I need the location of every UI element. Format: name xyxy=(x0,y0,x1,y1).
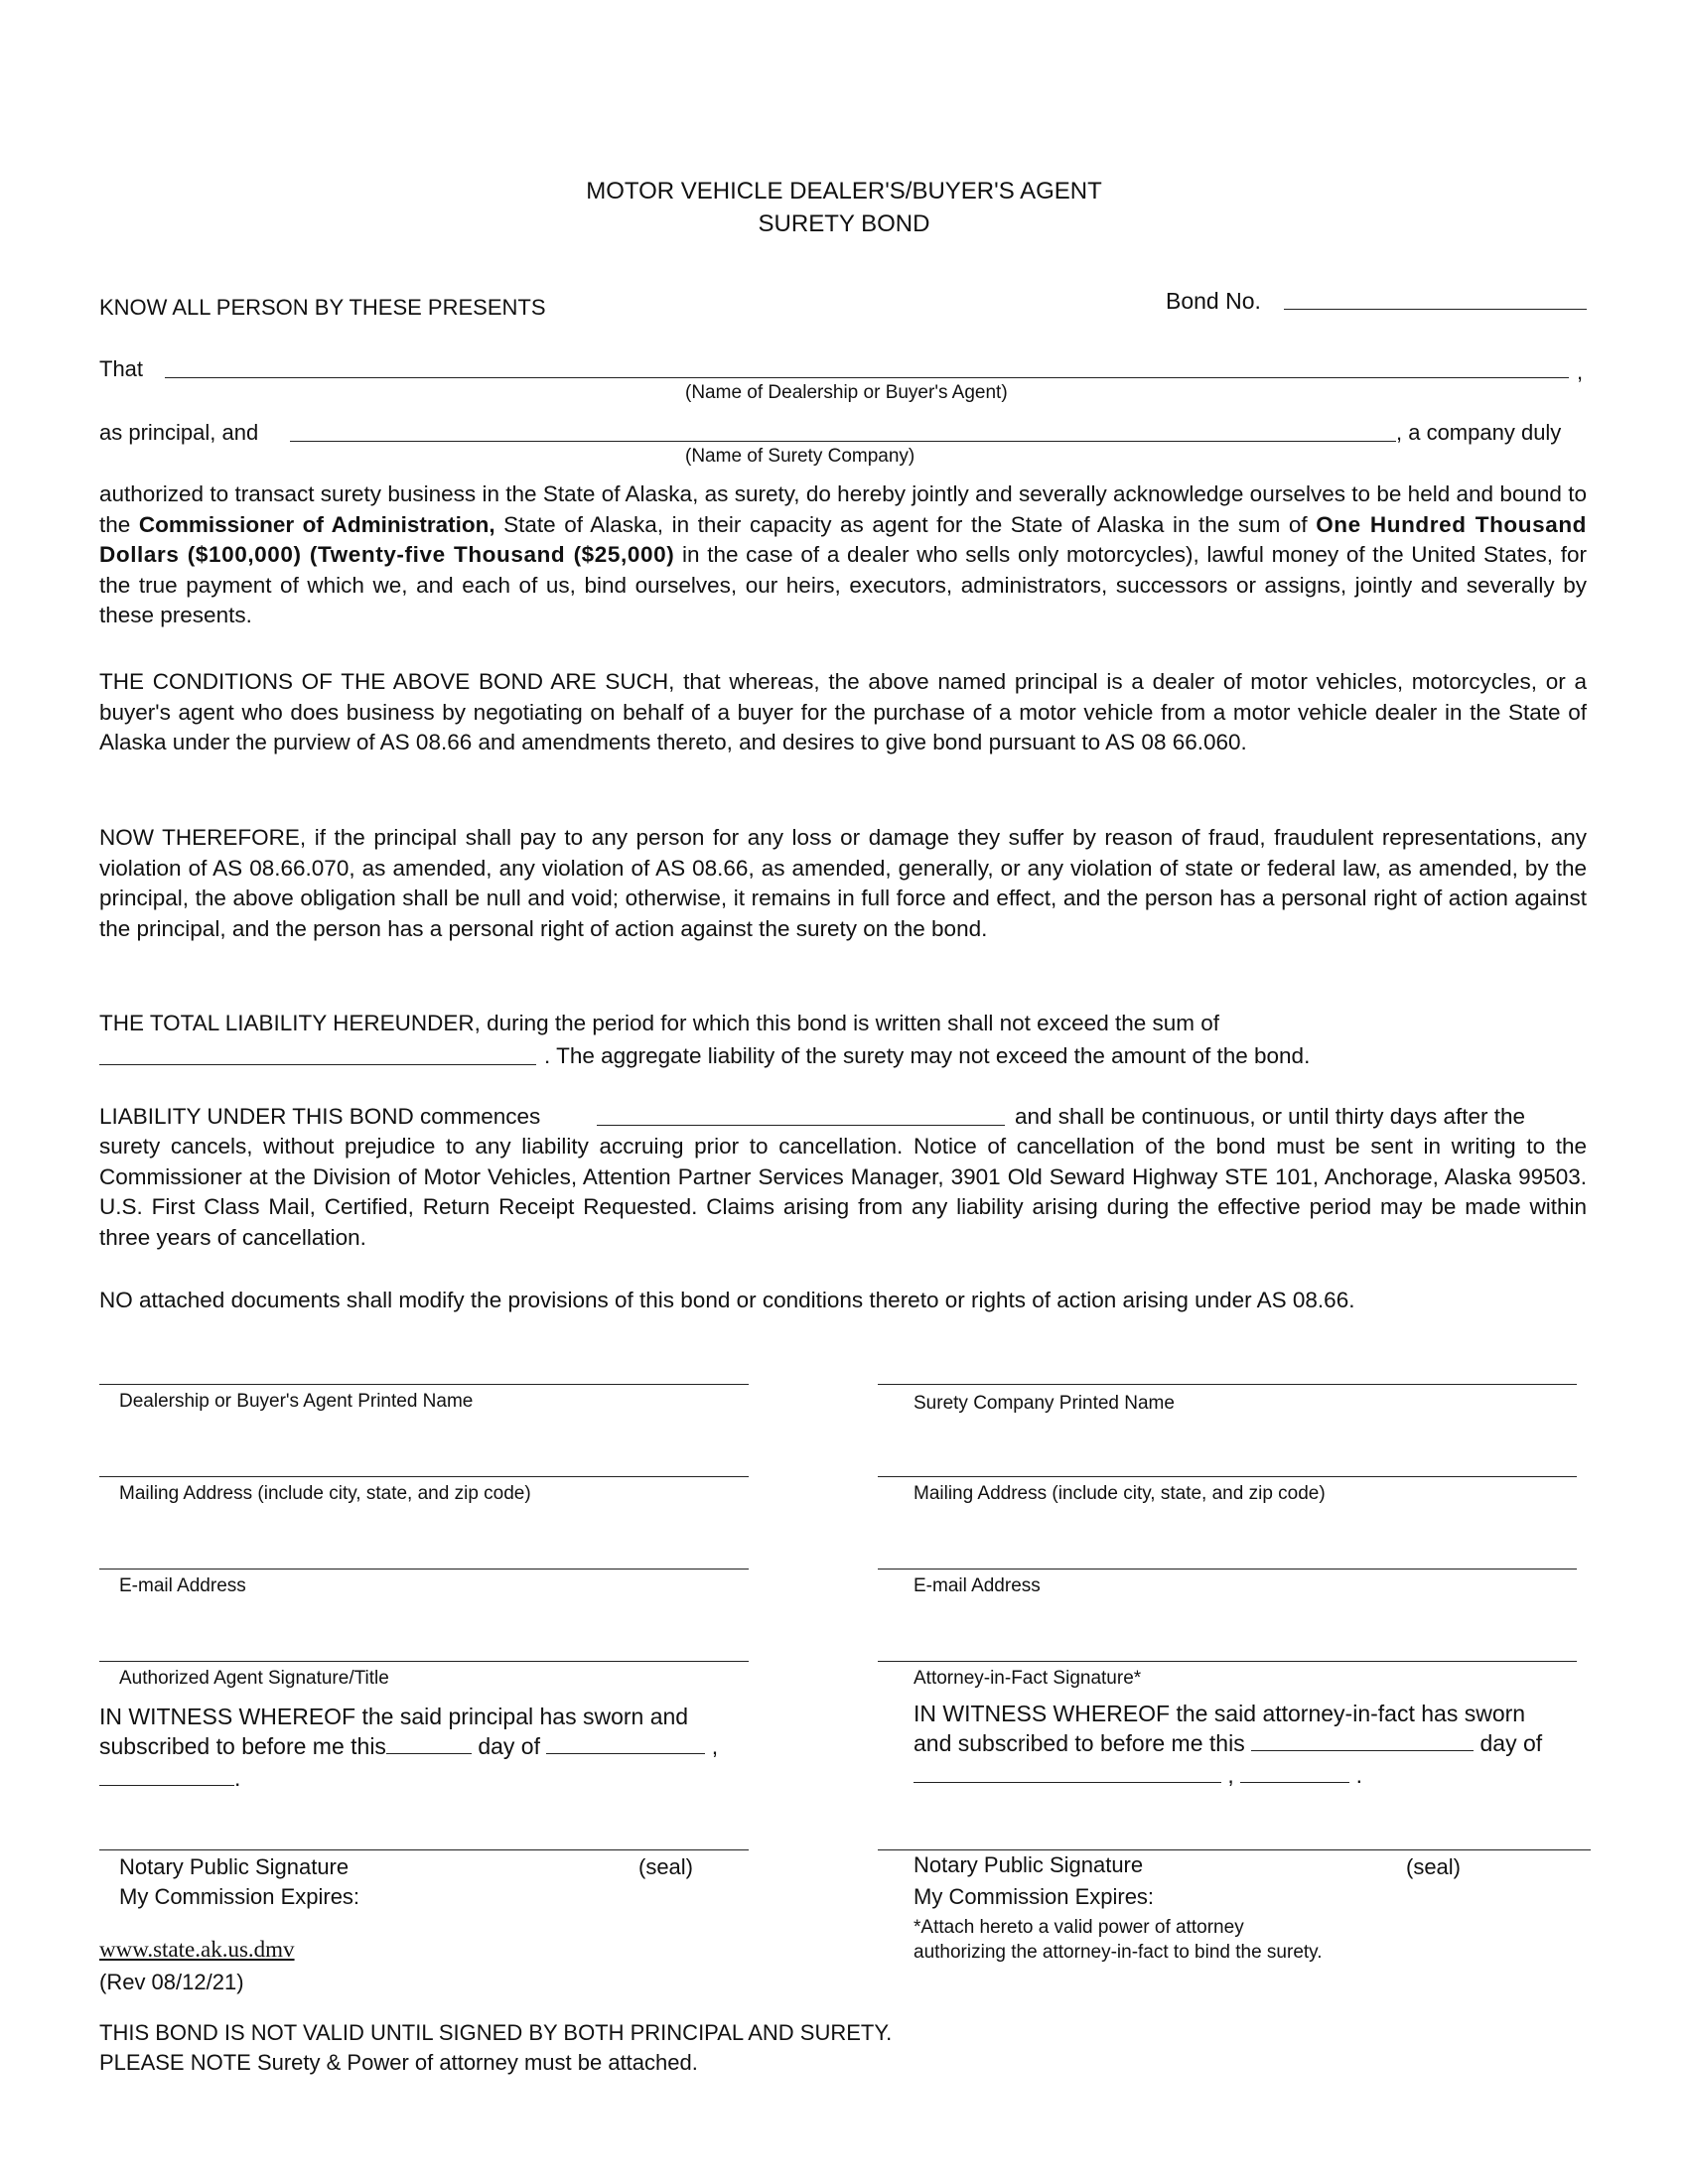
surety-witness-dayof: day of xyxy=(1479,1730,1543,1756)
surety-month-field[interactable] xyxy=(914,1760,1221,1783)
principal-witness-line1: IN WITNESS WHEREOF the said principal has sworn and xyxy=(99,1704,689,1729)
company-duly-text: , a company duly xyxy=(1396,420,1562,445)
surety-witness-line3 xyxy=(914,1760,1362,1790)
surety-witness-period: . xyxy=(1355,1762,1362,1788)
dealer-email-label: E-mail Address xyxy=(119,1575,246,1596)
total-liability-line1: THE TOTAL LIABILITY HEREUNDER, during the period for which this bond is written shall not exceed the sum of xyxy=(99,1011,1220,1035)
surety-witness-comma: , xyxy=(1227,1762,1234,1788)
as-principal-label: as principal, and xyxy=(99,420,259,445)
surety-notary-label: Notary Public Signature xyxy=(914,1852,1144,1877)
para1-mid: State of Alaska, in their capacity as agent for the State of Alaska in the sum of xyxy=(494,511,1317,537)
principal-month-field[interactable] xyxy=(546,1731,705,1754)
principal-day-field[interactable] xyxy=(386,1731,472,1754)
dealer-name-caption: (Name of Dealership or Buyer's Agent) xyxy=(685,382,1008,403)
attach-power-note-line1: *Attach hereto a valid power of attorney xyxy=(914,1917,1244,1938)
dealer-printed-name-line[interactable] xyxy=(99,1384,749,1385)
attorney-signature-label: Attorney-in-Fact Signature* xyxy=(914,1668,1142,1689)
surety-printed-name-label: Surety Company Printed Name xyxy=(914,1393,1175,1414)
bond-obligation-paragraph xyxy=(99,479,1587,631)
attach-power-note-line2: authorizing the attorney-in-fact to bind the surety. xyxy=(914,1942,1323,1963)
principal-notary-label: Notary Public Signature xyxy=(119,1854,350,1879)
no-attached-documents-text: NO attached documents shall modify the provisions of this bond or conditions thereto or rights of action arising under AS 08.66. xyxy=(99,1288,1355,1312)
principal-seal-label: (seal) xyxy=(638,1854,694,1879)
dealer-name-field[interactable] xyxy=(165,377,1569,378)
para1-post: in the case of a dealer who sells only motorcycles), lawful money of the United States, for the true payment of which we, and each of us, bind ourselves, our heirs, executors, administrators, successors or assigns, jointly and severally by these presents. xyxy=(99,542,1588,627)
liability-sum-field[interactable] xyxy=(99,1064,536,1065)
form-title-line1: MOTOR VEHICLE DEALER'S/BUYER'S AGENT xyxy=(586,178,1102,205)
dealer-mailing-address-line[interactable] xyxy=(99,1476,749,1477)
liability-commences-label: LIABILITY UNDER THIS BOND commences xyxy=(99,1104,541,1129)
para1-pre: authorized to transact surety business in the State of Alaska, as surety, do hereby jointly and severally acknowledge ourselves to be held and bound to the xyxy=(99,481,1587,537)
dealer-signature-label: Authorized Agent Signature/Title xyxy=(119,1668,389,1689)
now-therefore-paragraph: NOW THEREFORE, if the principal shall pay to any person for any loss or damage they suffer by reason of fraud, fraudulent representations, any violation of AS 08.66.070, as amended, any violation of AS 08.66, as amended, generally, or any violation of state or federal law, as amended, by the principal, the above obligation shall be null and void; otherwise, it remains in full force and effect, and the person has a personal right of action against the principal, and the person has a personal right of action against the surety on the bond. xyxy=(99,825,1587,941)
attorney-signature-line[interactable] xyxy=(878,1661,1577,1662)
bond-amount-text: One Hundred Thousand Dollars ($100,000) (Twenty-five Thousand ($25,000) xyxy=(99,511,1588,567)
surety-mailing-address-line[interactable] xyxy=(878,1476,1577,1477)
surety-seal-label: (seal) xyxy=(1406,1854,1462,1879)
surety-witness-line1: IN WITNESS WHEREOF the said attorney-in-fact has sworn xyxy=(914,1701,1526,1726)
total-liability-line2: . The aggregate liability of the surety may not exceed the amount of the bond. xyxy=(544,1043,1311,1068)
surety-commission-expires: My Commission Expires: xyxy=(914,1884,1155,1909)
not-valid-notice: THIS BOND IS NOT VALID UNTIL SIGNED BY BOTH PRINCIPAL AND SURETY. xyxy=(99,2020,893,2045)
dmv-website-link[interactable]: www.state.ak.us.dmv xyxy=(99,1937,295,1962)
principal-year-field[interactable] xyxy=(99,1763,234,1786)
form-title-line2: SURETY BOND xyxy=(758,210,930,237)
revision-date: (Rev 08/12/21) xyxy=(99,1970,244,1994)
principal-witness-line3 xyxy=(99,1763,240,1793)
principal-witness-this: subscribed to before me this xyxy=(99,1733,386,1759)
bond-no-label: Bond No. xyxy=(1166,288,1261,314)
surety-printed-name-line[interactable] xyxy=(878,1384,1577,1385)
cancellation-paragraph: surety cancels, without prejudice to any liability accruing prior to cancellation. Notice of cancellation of the bond must be sent in writing to the Commissioner at the Division of Motor Vehicles, Attention Partner Services Manager, 3901 Old Seward Highway STE 101, Anchorage, Alaska 99503. U.S. First Class Mail, Certified, Return Receipt Requested. Claims arising from any liability arising during the effective period may be made within three years of cancellation. xyxy=(99,1134,1587,1250)
surety-company-field[interactable] xyxy=(290,441,1396,442)
that-comma: , xyxy=(1577,359,1584,384)
surety-day-field[interactable] xyxy=(1251,1728,1474,1751)
bond-no-field[interactable] xyxy=(1284,309,1587,310)
dealer-mailing-address-label: Mailing Address (include city, state, and zip code) xyxy=(119,1483,531,1504)
please-note-text: PLEASE NOTE Surety & Power of attorney must be attached. xyxy=(99,2050,698,2075)
continuous-text: and shall be continuous, or until thirty days after the xyxy=(1015,1104,1526,1129)
commencement-date-field[interactable] xyxy=(597,1125,1005,1126)
dealer-email-line[interactable] xyxy=(99,1569,749,1570)
surety-witness-this: and subscribed to before me this xyxy=(914,1730,1245,1756)
principal-commission-expires: My Commission Expires: xyxy=(119,1884,360,1909)
principal-witness-line2 xyxy=(99,1731,718,1761)
principal-witness-comma: , xyxy=(711,1733,719,1759)
principal-witness-period: . xyxy=(234,1765,241,1791)
know-all-heading: KNOW ALL PERSON BY THESE PRESENTS xyxy=(99,295,546,320)
commissioner-text: Commissioner of Administration, xyxy=(138,511,495,537)
surety-email-label: E-mail Address xyxy=(914,1575,1041,1596)
surety-year-field[interactable] xyxy=(1240,1760,1349,1783)
surety-email-line[interactable] xyxy=(878,1569,1577,1570)
surety-mailing-address-label: Mailing Address (include city, state, and zip code) xyxy=(914,1483,1326,1504)
conditions-paragraph: THE CONDITIONS OF THE ABOVE BOND ARE SUCH, that whereas, the above named principal is a dealer of motor vehicles, motorcycles, or a buyer's agent who does business by negotiating on behalf of a buyer for the purchase of a motor vehicle from a motor vehicle dealer in the State of Alaska under the purview of AS 08.66 and amendments thereto, and desires to give bond pursuant to AS 08 66.060. xyxy=(99,669,1587,754)
that-label: That xyxy=(99,356,144,381)
surety-company-caption: (Name of Surety Company) xyxy=(685,446,915,467)
dealer-signature-line[interactable] xyxy=(99,1661,749,1662)
dealer-printed-name-label: Dealership or Buyer's Agent Printed Name xyxy=(119,1391,474,1412)
surety-witness-line2 xyxy=(914,1728,1542,1758)
principal-witness-dayof: day of xyxy=(478,1733,540,1759)
principal-notary-signature-line[interactable] xyxy=(99,1849,749,1850)
